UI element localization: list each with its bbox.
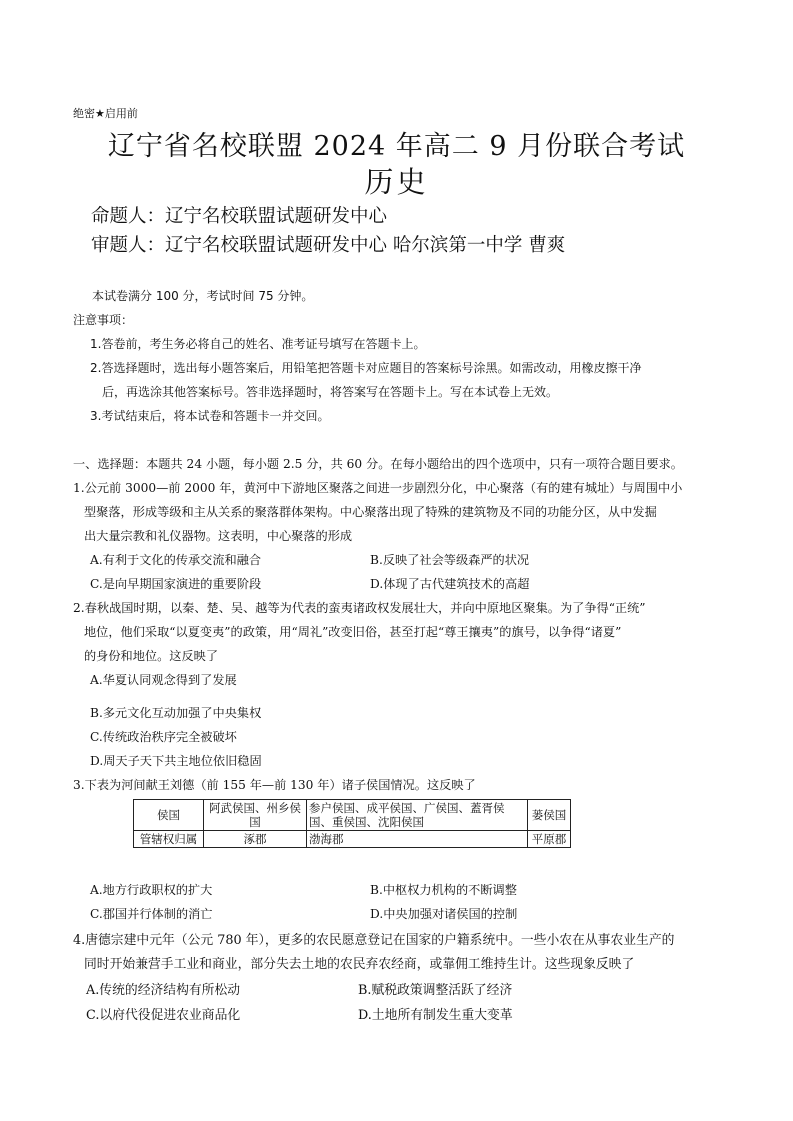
table-cell: 阿武侯国、州乡侯国	[204, 800, 307, 831]
table-cell: 涿郡	[204, 831, 307, 848]
q4-option-b: B.赋税政策调整活跃了经济	[358, 983, 513, 998]
q4-stem-line-1: 4.唐德宗建中元年（公元 780 年），更多的农民愿意登记在国家的户籍系统中。一些小农在从事农业生产的	[73, 933, 675, 948]
q1-stem-line-3: 出大量宗教和礼仪器物。这表明，中心聚落的形成	[84, 529, 353, 543]
q1-option-b: B.反映了社会等级森严的状况	[370, 553, 530, 567]
q4-option-c: C.以府代役促进农业商品化	[86, 1008, 241, 1023]
q3-option-a: A.地方行政职权的扩大	[90, 883, 213, 897]
q2-option-a: A.华夏认同观念得到了发展	[90, 673, 237, 687]
question-setter: 命题人：辽宁名校联盟试题研发中心	[91, 206, 388, 227]
notice-item-1: 1.答卷前，考生务必将自己的姓名、准考证号填写在答题卡上。	[90, 337, 426, 351]
q2-stem-line-3: 的身份和地位。这反映了	[84, 649, 219, 663]
q2-stem-line-1: 2.春秋战国时期，以秦、楚、吴、越等为代表的蛮夷诸政权发展壮大，并向中原地区聚集。为了争得“正统”	[73, 601, 646, 615]
score-info: 本试卷满分 100 分，考试时间 75 分钟。	[92, 289, 314, 303]
q3-option-d: D.中央加强对诸侯国的控制	[370, 907, 518, 921]
notice-heading: 注意事项：	[73, 313, 134, 327]
q2-stem-line-2: 地位，他们采取“以夏变夷”的政策，用“周礼”改变旧俗，甚至打起“尊王攘夷”的旗号，以争得“诸夏”	[84, 625, 622, 639]
q3-option-c: C.郡国并行体制的消亡	[90, 907, 213, 921]
table-cell: 平原郡	[528, 831, 571, 848]
q2-option-c: C.传统政治秩序完全被破坏	[90, 730, 237, 744]
question-reviewer: 审题人：辽宁名校联盟试题研发中心 哈尔滨第一中学 曹爽	[91, 235, 566, 256]
table-cell: 管辖权归属	[134, 831, 204, 848]
table-cell: 渤海郡	[307, 831, 528, 848]
section-heading: 一、选择题：本题共 24 小题，每小题 2.5 分，共 60 分。在每小题给出的四个选项中，只有一项符合题目要求。	[73, 457, 683, 471]
q1-option-c: C.是向早期国家演进的重要阶段	[90, 577, 262, 591]
q4-option-d: D.土地所有制发生重大变革	[358, 1008, 513, 1023]
notice-item-3: 3.考试结束后，将本试卷和答题卡一并交回。	[90, 409, 330, 423]
exam-title: 辽宁省名校联盟 2024 年高二 9 月份联合考试	[107, 131, 686, 162]
q1-stem-line-2: 型聚落，形成等级和主从关系的聚落群体架构。中心聚落出现了特殊的建筑物及不同的功能分区，从中发掘	[84, 505, 657, 519]
q4-option-a: A.传统的经济结构有所松动	[86, 983, 241, 998]
q3-stem: 3.下表为河间献王刘德（前 155 年—前 130 年）诸子侯国情况。这反映了	[73, 778, 476, 792]
table-cell: 侯国	[134, 800, 204, 831]
q1-option-a: A.有利于文化的传承交流和融合	[90, 553, 262, 567]
q3-marquis-table	[133, 799, 571, 848]
q3-option-b: B.中枢权力机构的不断调整	[370, 883, 517, 897]
q2-option-d: D.周天子天下共主地位依旧稳固	[90, 754, 262, 768]
q2-option-b: B.多元文化互动加强了中央集权	[90, 706, 262, 720]
q1-option-d: D.体现了古代建筑技术的高超	[370, 577, 530, 591]
q1-stem-line-1: 1.公元前 3000—前 2000 年，黄河中下游地区聚落之间进一步剧烈分化，中心聚落（有的建有城址）与周围中小	[73, 481, 683, 495]
notice-item-2-cont: 后，再选涂其他答案标号。答非选择题时，将答案写在答题卡上。写在本试卷上无效。	[102, 385, 559, 399]
table-cell: 参户侯国、成平侯国、广侯国、蓋胥侯国、重侯国、沈阳侯国	[307, 800, 528, 831]
notice-item-2: 2.答选择题时，选出每小题答案后，用铅笔把答题卡对应题目的答案标号涂黑。如需改动，用橡皮擦干净	[90, 361, 642, 375]
exam-subject: 历史	[364, 165, 429, 199]
table-row	[134, 831, 571, 848]
table-cell: 蒌侯国	[528, 800, 571, 831]
q4-stem-line-2: 同时开始兼营手工业和商业，部分失去土地的农民弃农经商，或靠佣工维持生计。这些现象反映了	[84, 957, 635, 972]
table-row	[134, 800, 571, 831]
confidential-mark: 绝密★启用前	[73, 107, 138, 120]
